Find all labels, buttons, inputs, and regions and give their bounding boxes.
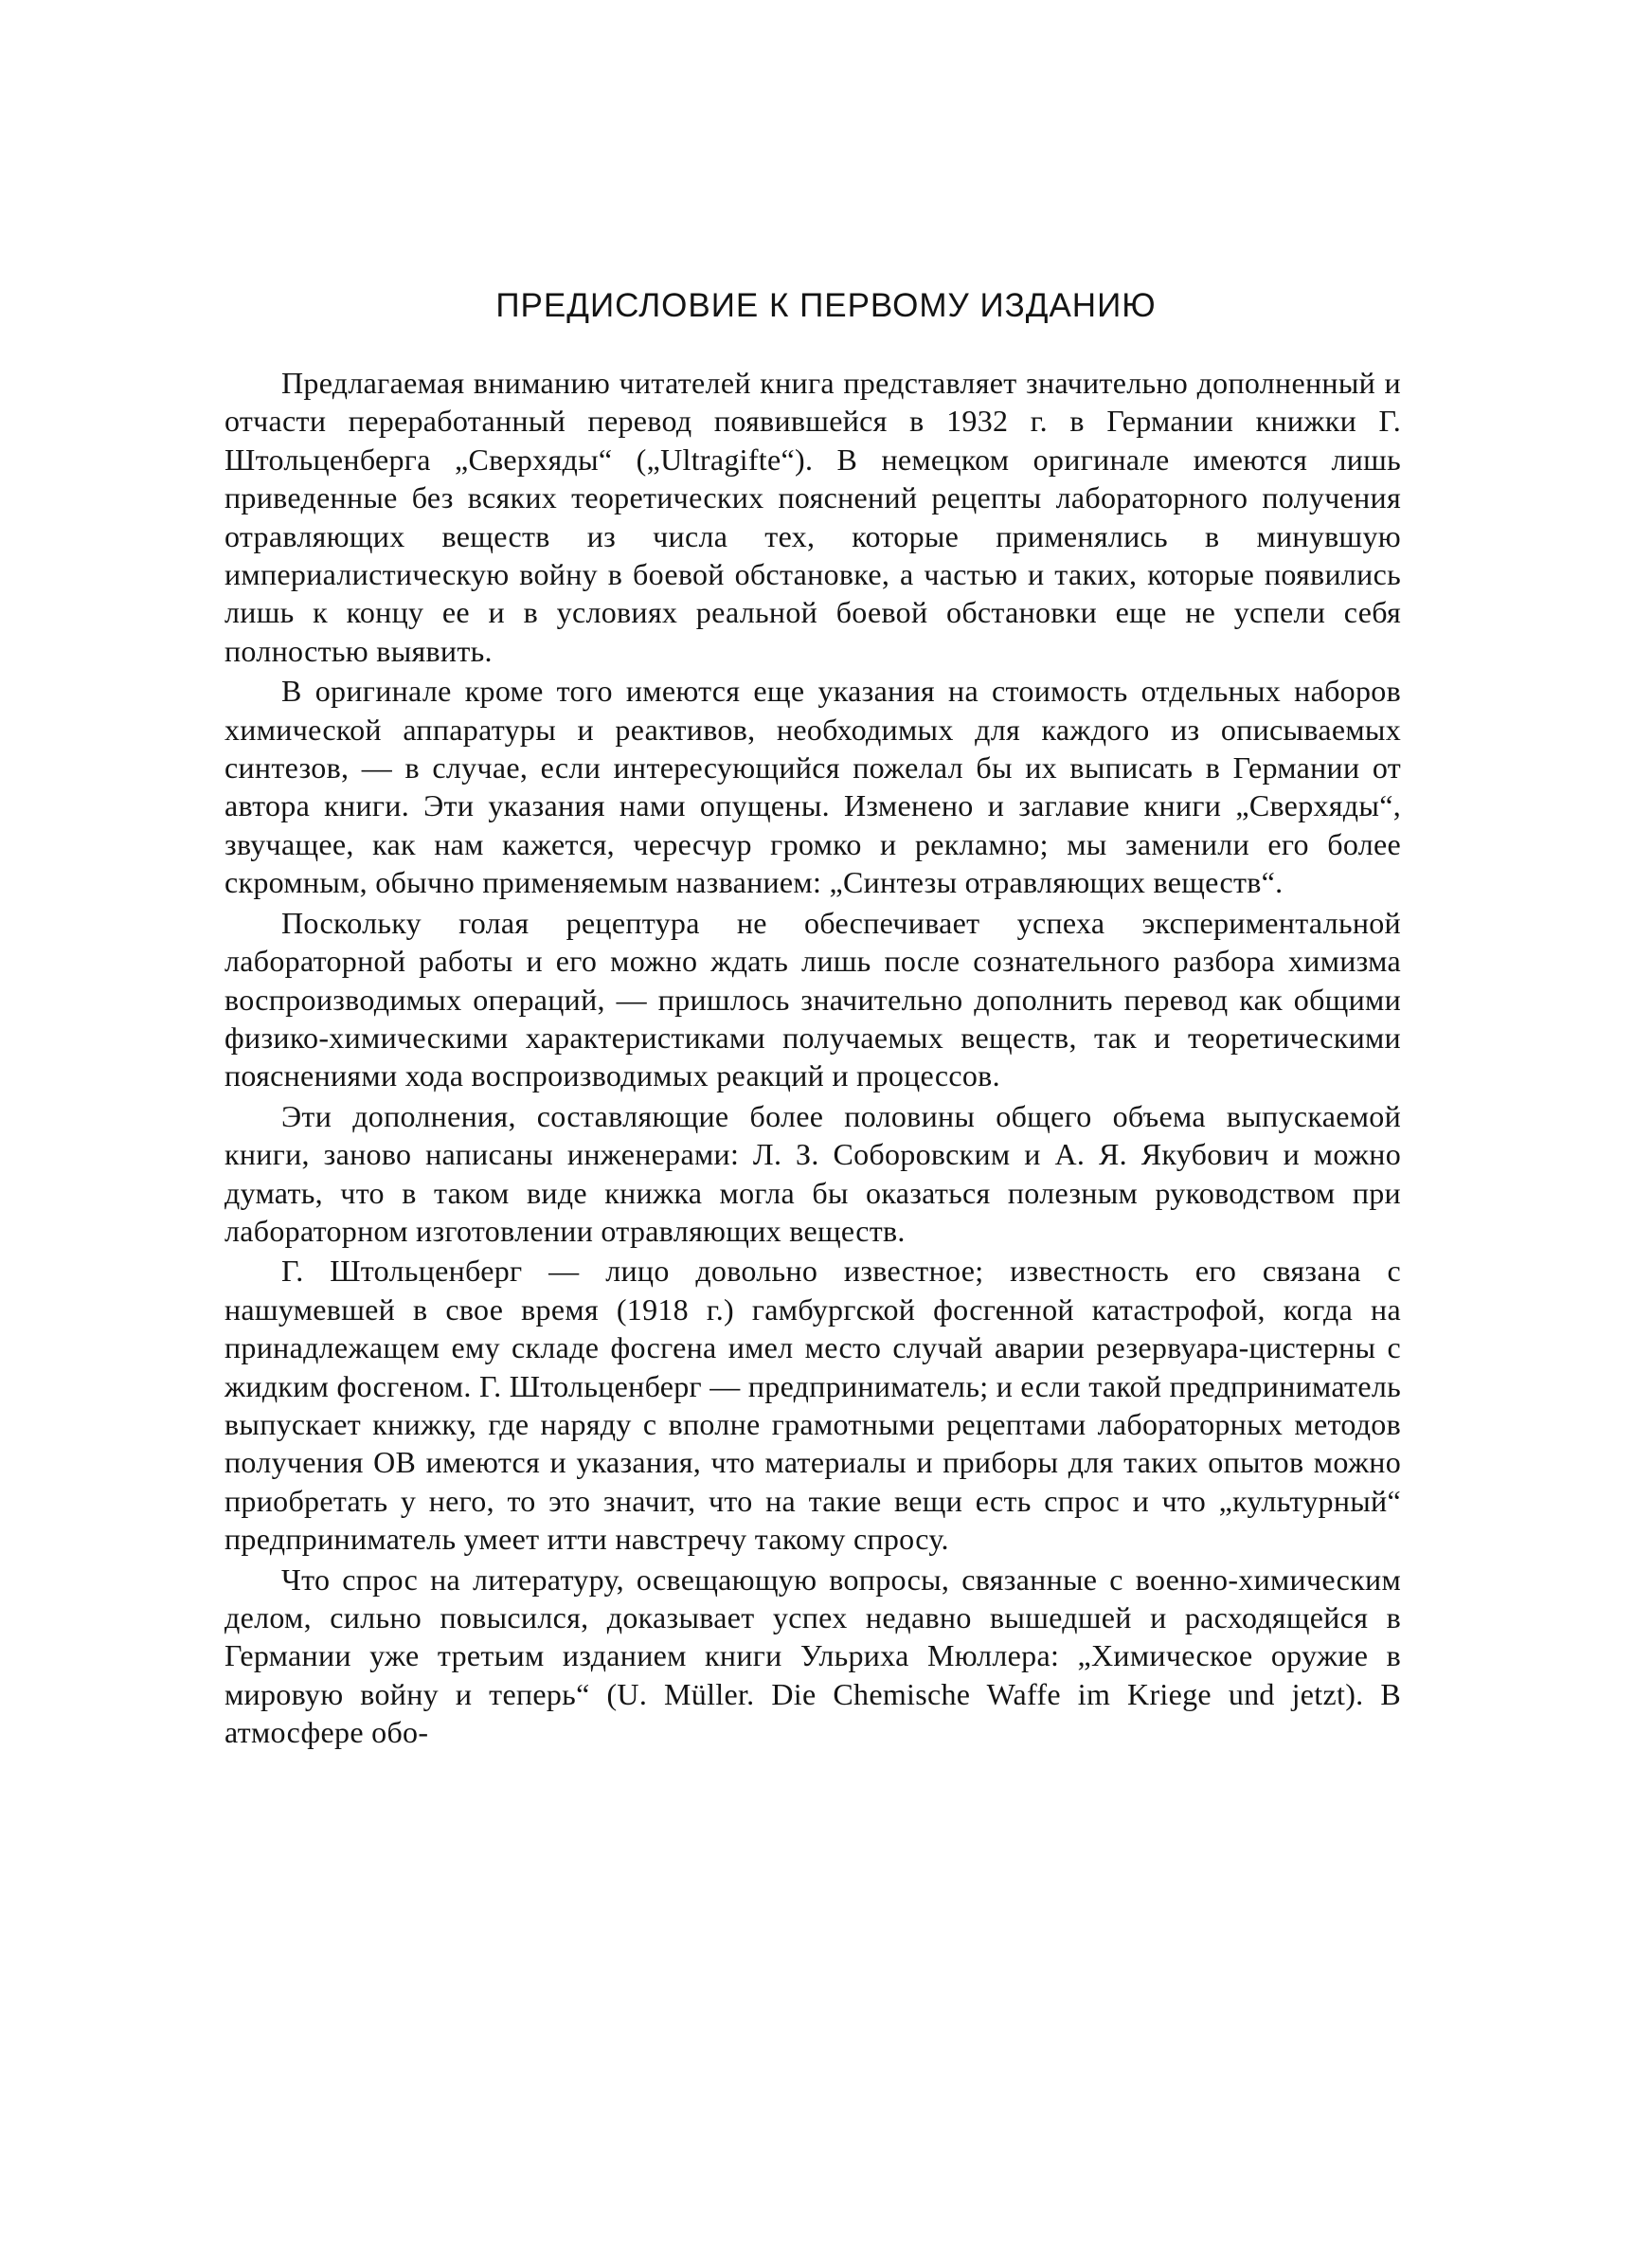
paragraph: Предлагаемая вниманию читателей книга представляет значительно дополненный и отчасти переработанный перевод появившейся в 1932 г. в Германии книжки Г. Штольценберга „Сверхяды“ („Ultragifte“). В немецком оригинале имеются лишь приведенные без всяких теоретических пояснений рецепты лабораторного получения отравляющих веществ из числа тех, которые применялись в минувшую империалистическую войну в боевой обстановке, а частью и таких, которые появились лишь к концу ее и в условиях реальной боевой обстановки еще не успели себя полностью выявить. <box>224 366 1401 668</box>
page-title: ПРЕДИСЛОВИЕ К ПЕРВОМУ ИЗДАНИЮ <box>495 287 1157 324</box>
paragraph: Что спрос на литературу, освещающую вопросы, связанные с военно-химическим делом, сильно повысился, доказывает успех недавно вышедшей и расходящейся в Германии уже третьим изданием книги Ульриха Мюллера: „Химическое оружие в мировую войну и теперь“ (U. Müller. Die Chemische Waffe im Kriege und jetzt). В атмосфере обо- <box>224 1562 1401 1750</box>
paragraph: В оригинале кроме того имеются еще указания на стоимость отдельных наборов химической аппаратуры и реактивов, необходимых для каждого из описываемых синтезов, — в случае, если интересующийся пожелал бы их выписать в Германии от автора книги. Эти указания нами опущены. Изменено и заглавие книги „Сверхяды“, звучащее, как нам кажется, чересчур громко и рекламно; мы заменили его более скромным, обычно применяемым названием: „Синтезы отравляющих веществ“. <box>224 674 1401 900</box>
paragraph: Г. Штольценберг — лицо довольно известное; известность его связана с нашумевшей в свое время (1918 г.) гамбургской фосгенной катастрофой, когда на принадлежащем ему складе фосгена имел место случай аварии резервуара-цистерны с жидким фосгеном. Г. Штольценберг — предприниматель; и если такой предприниматель выпускает книжку, где наряду с вполне грамотными рецептами лабораторных методов получения ОВ имеются и указания, что материалы и приборы для таких опытов можно приобретать у него, то это значит, что на такие вещи есть спрос и что „культурный“ предприниматель умеет итти навстречу такому спросу. <box>224 1254 1401 1557</box>
paragraph: Поскольку голая рецептура не обеспечивает успеха экспериментальной лабораторной работы и его можно ждать лишь после сознательного разбора химизма воспроизводимых операций, — пришлось значительно дополнить перевод как общими физико-химическими характеристиками получаемых веществ, так и теоретическими пояснениями хода воспроизводимых реакций и процессов. <box>224 905 1401 1093</box>
paragraph: Эти дополнения, составляющие более половины общего объема выпускаемой книги, заново написаны инженерами: Л. З. Соборовским и А. Я. Якубович и можно думать, что в таком виде книжка могла бы оказаться полезным руководством при лабораторном изготовлении отравляющих веществ. <box>224 1098 1401 1248</box>
body-text <box>224 364 1401 1754</box>
